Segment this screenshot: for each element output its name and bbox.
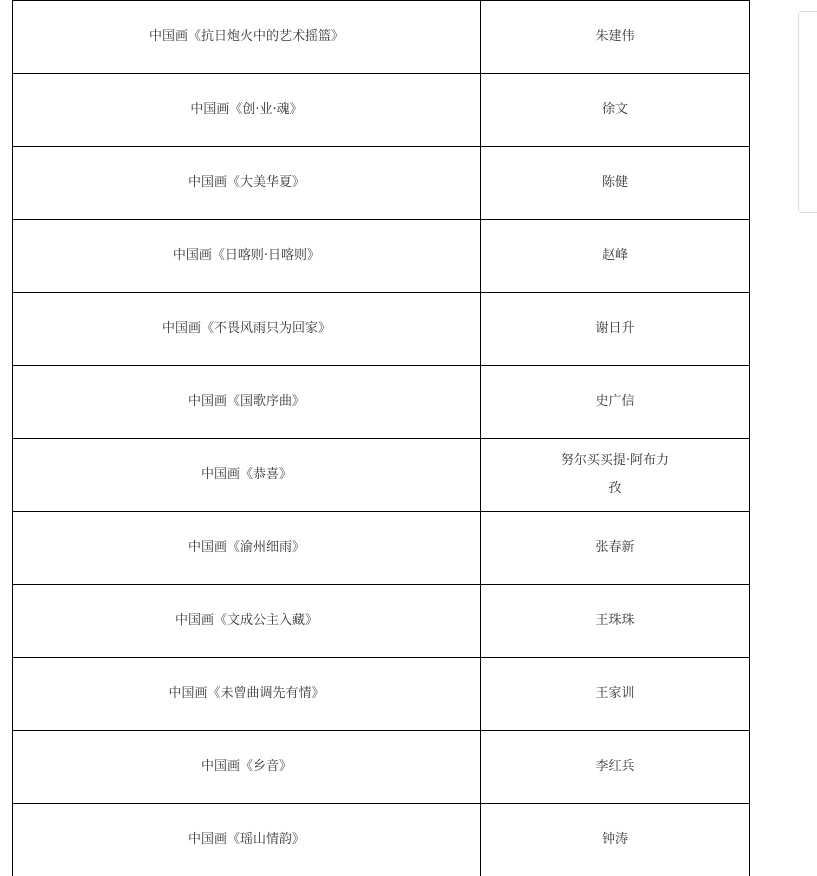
artwork-title-cell: 中国画《恭喜》 xyxy=(13,439,481,512)
table-row xyxy=(13,512,750,585)
artist-name-cell xyxy=(481,439,750,512)
table-row xyxy=(13,1,750,74)
artist-name-cell: 陈健 xyxy=(481,147,750,220)
artist-name-cell: 徐文 xyxy=(481,74,750,147)
artwork-title-cell: 中国画《乡音》 xyxy=(13,731,481,804)
artist-name-cell: 谢日升 xyxy=(481,293,750,366)
artist-name-cell: 王家训 xyxy=(481,658,750,731)
table-row xyxy=(13,731,750,804)
artwork-title-cell: 中国画《国歌序曲》 xyxy=(13,366,481,439)
artist-name-text: 努尔买买提·阿布力孜 xyxy=(555,447,675,503)
artist-name-cell: 史广信 xyxy=(481,366,750,439)
table-row xyxy=(13,220,750,293)
artist-name-cell: 王珠珠 xyxy=(481,585,750,658)
artworks-table xyxy=(12,0,750,876)
artwork-title-cell: 中国画《不畏风雨只为回家》 xyxy=(13,293,481,366)
artist-name-cell: 赵峰 xyxy=(481,220,750,293)
artwork-title-cell: 中国画《创·业·魂》 xyxy=(13,74,481,147)
table-row xyxy=(13,147,750,220)
artist-name-cell: 朱建伟 xyxy=(481,1,750,74)
table-row xyxy=(13,74,750,147)
artist-name-cell: 李红兵 xyxy=(481,731,750,804)
artwork-title-cell: 中国画《渝州细雨》 xyxy=(13,512,481,585)
table-row xyxy=(13,366,750,439)
side-panel xyxy=(798,11,817,213)
artist-name-cell: 钟涛 xyxy=(481,804,750,876)
table-row xyxy=(13,658,750,731)
artwork-title-cell: 中国画《日喀则·日喀则》 xyxy=(13,220,481,293)
table-row xyxy=(13,293,750,366)
artwork-title-cell: 中国画《瑶山情韵》 xyxy=(13,804,481,876)
artwork-title-cell: 中国画《未曾曲调先有情》 xyxy=(13,658,481,731)
table-row xyxy=(13,439,750,512)
artwork-title-cell: 中国画《大美华夏》 xyxy=(13,147,481,220)
artwork-title-cell: 中国画《文成公主入藏》 xyxy=(13,585,481,658)
table-row xyxy=(13,585,750,658)
table-row xyxy=(13,804,750,876)
artist-name-cell: 张春新 xyxy=(481,512,750,585)
artwork-title-cell: 中国画《抗日炮火中的艺术摇篮》 xyxy=(13,1,481,74)
